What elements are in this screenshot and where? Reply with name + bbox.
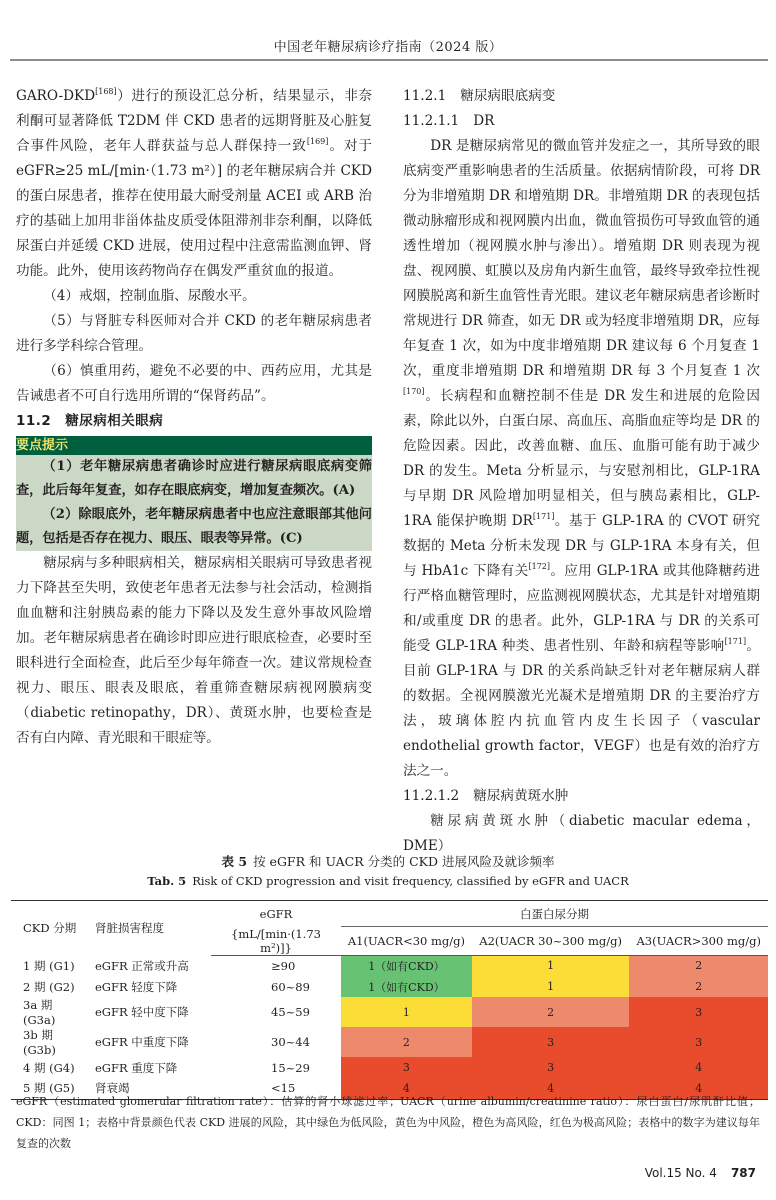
subheading-11-2-1	[403, 84, 760, 109]
heading-title: 糖尿病眼底病变	[460, 88, 556, 104]
cell-visit-frequency-a2: 4	[472, 1078, 630, 1099]
header-ckd-stage: CKD 分期	[11, 901, 83, 956]
subheading-11-2-1-1	[403, 109, 760, 134]
cell-stage: 2 期 (G2)	[23, 979, 75, 994]
caption-text: 按 eGFR 和 UACR 分类的 CKD 进展风险及就诊频率	[253, 854, 555, 869]
text-span: ）进行的预设汇总分析，结果显示，非奈利酮可显著降低 T2DM 伴 CKD 患者的远期肾脏及心脏复合事件风险，老年人群获益与总人群保持一致	[16, 88, 372, 154]
cell-visit-frequency-a1: 1（如有CKD）	[341, 976, 472, 997]
cell-severity: 肾衰竭	[83, 1078, 211, 1099]
text-span: 。对于 eGFR≥25 mL/[min·（1.73 m²）] 的老年糖尿病合并 CKD 的蛋白尿患者，推荐在使用最大耐受剂量 ACEI 或 ARB 治疗的基础上加用非甾体盐皮质受体阻滞剂非奈利酮，以降低尿蛋白并延缓 CKD 进展，使用过程中注意需监测血钾、肾功能。此外，使用该药物尚存在偶发严重贫血的报道。	[16, 138, 373, 279]
cell-egfr: 30~44	[271, 1035, 310, 1049]
page-footer	[645, 1166, 756, 1180]
cell-severity: eGFR 中重度下降	[95, 1035, 189, 1049]
ckd-risk-table	[11, 900, 768, 1100]
table-caption-cn	[0, 852, 776, 870]
cell-visit-frequency-a2: 2	[472, 997, 630, 1027]
cell-egfr: 45~59	[271, 1005, 310, 1019]
cell-egfr: 60~89	[271, 979, 310, 994]
cell-visit-frequency-a3: 4	[629, 1057, 768, 1078]
heading-number: 11.2.1.2	[403, 788, 460, 804]
cell-visit-frequency-a3: 3	[629, 997, 768, 1027]
page-number: 787	[730, 1166, 756, 1180]
cell-visit-frequency-a2: 1	[472, 955, 630, 976]
table-row	[11, 955, 768, 976]
table-row	[11, 1027, 768, 1057]
text-span: 。目前 GLP-1RA 与 DR 的关系尚缺乏针对老年糖尿病人群的数据。全视网膜激光光凝术是增殖期 DR 的主要治疗方法，玻璃体腔内抗血管内皮生长因子（vascular endothelial growth factor，VEGF）也是有效的治疗方法之一。	[403, 638, 761, 779]
text-span: DR 是糖尿病常见的微血管并发症之一，其所导致的眼底病变严重影响患者的生活质量。依据病情阶段，可将 DR 分为非增殖期 DR 和增殖期 DR。非增殖期 DR 的表现包括微动脉瘤形成和视网膜内出血，微血管损伤可导致血管的通透性增加（视网膜水肿与渗出）。增殖期 DR 则表现为视盘、视网膜、虹膜以及房角内新生血管，最终导致牵拉性视网膜脱离和新生血管性青光眼。建议老年糖尿病患者诊断时常规进行 DR 筛查，如无 DR 或为轻度非增殖期 DR，应每年复查 1 次，如为中度非增殖期 DR 建议每 6 个月复查 1 次，重度非增殖期 DR 和增殖期 DR 每 3 个月复查 1 次	[403, 138, 760, 379]
left-column	[16, 84, 372, 751]
caption-text: Risk of CKD progression and visit frequency, classified by eGFR and UACR	[192, 874, 629, 888]
caption-label: Tab. 5	[147, 874, 187, 888]
keypoint-title: 要点提示	[16, 436, 372, 455]
table-caption-en	[0, 874, 776, 888]
cell-egfr: ≥90	[271, 958, 296, 973]
header-severity: 肾脏损害程度	[83, 901, 211, 956]
table-footnote: eGFR（estimated glomerular filtration rate）：估算的肾小球滤过率；UACR（urine albumin/creatinine ratio）：尿白蛋白/尿肌酐比值；CKD：同图 1；表格中背景颜色代表 CKD 进展的风险，其中绿色为低风险，黄色为中风险，橙色为高风险，红色为极高风险；表格中的数字为建议每年复查的次数	[16, 1095, 760, 1150]
heading-title: 糖尿病黄斑水肿	[473, 788, 569, 804]
cell-visit-frequency-a1: 1	[341, 997, 472, 1027]
subheading-11-2-1-2	[403, 784, 760, 809]
citation-172[interactable]: [172]	[528, 562, 550, 571]
cell-severity: eGFR 重度下降	[95, 1060, 178, 1075]
text-span: 。应用 GLP-1RA 或其他降糖药进行严格血糖管理时，应监测视网膜状态，尤其是针对增殖期和/或重度 DR 的患者。此外，GLP-1RA 与 DR 的关系可能受 GLP-1RA 种类、患者性别、年龄和病程等影响	[403, 563, 760, 654]
keypoint-box	[16, 436, 372, 551]
table-row	[11, 997, 768, 1027]
cell-stage: 3b 期 (G3b)	[23, 1028, 56, 1057]
cell-stage: 3a 期 (G3a)	[23, 998, 56, 1027]
cell-visit-frequency-a2: 1	[472, 976, 630, 997]
cell-stage: 1 期 (G1)	[23, 958, 75, 973]
paragraph-dme: 糖尿病黄斑水肿（diabetic macular edema，DME）	[403, 813, 760, 854]
cell-visit-frequency-a2: 3	[472, 1057, 630, 1078]
list-item-4: （4）戒烟，控制血脂、尿酸水平。	[43, 288, 256, 304]
cell-visit-frequency-a3: 4	[629, 1078, 768, 1099]
header-egfr: eGFR	[211, 901, 341, 927]
cell-visit-frequency-a3: 3	[629, 1027, 768, 1057]
heading-title: DR	[473, 113, 495, 129]
paragraph-eye-disease: 糖尿病与多种眼病相关，糖尿病相关眼病可导致患者视力下降甚至失明，致使老年患者无法参与社会活动，检测指血血糖和注射胰岛素的能力下降以及发生意外事故风险增加。老年糖尿病患者在确诊时即应进行眼底检查，必要时至眼科进行全面检查，此后至少每年筛查一次。建议常规检查视力、眼压、眼表及眼底，着重筛查糖尿病视网膜病变（diabetic retinopathy，DR）、黄斑水肿，也要检查是否有白内障、青光眼和干眼症等。	[16, 555, 372, 746]
cell-visit-frequency-a2: 3	[472, 1027, 630, 1057]
cell-visit-frequency-a1: 1（如有CKD）	[341, 955, 472, 976]
list-item-5: （5）与肾脏专科医师对合并 CKD 的老年糖尿病患者进行多学科综合管理。	[16, 313, 372, 354]
cell-egfr: <15	[211, 1078, 341, 1099]
heading-number: 11.2.1.1	[403, 113, 460, 129]
table-row	[11, 976, 768, 997]
header-a1: A1(UACR<30 mg/g)	[341, 927, 472, 956]
keypoint-item-1: （1）老年糖尿病患者确诊时应进行糖尿病眼底病变筛查，此后每年复查，如存在眼底病变，增加复查频次。(A)	[16, 459, 372, 498]
cell-visit-frequency-a1: 2	[341, 1027, 472, 1057]
cell-severity: eGFR 正常或升高	[95, 958, 189, 973]
list-item-6: （6）慎重用药，避免不必要的中、西药应用，尤其是告诫患者不可自行选用所谓的“保肾药品”。	[16, 363, 372, 404]
citation-171[interactable]: [171]	[532, 512, 555, 521]
cell-severity: eGFR 轻中度下降	[95, 1005, 189, 1019]
cell-visit-frequency-a1: 3	[341, 1057, 472, 1078]
volume-issue: Vol.15 No. 4	[644, 1166, 717, 1180]
table-row	[11, 1057, 768, 1078]
keypoint-body	[16, 455, 372, 551]
citation-169[interactable]: [169]	[306, 137, 329, 146]
cell-severity: eGFR 轻度下降	[95, 979, 178, 994]
citation-170[interactable]: [170]	[403, 387, 425, 396]
cell-stage: 4 期 (G4)	[23, 1060, 75, 1075]
header-egfr-unit: {mL/[min·(1.73 m²)]}	[211, 927, 341, 956]
text-span: 。长病程和血糖控制不佳是 DR 发生和进展的危险因素，除此以外，白蛋白尿、高血压、高脂血症等均是 DR 的危险因素。因此，改善血糖、血压、血脂可能有助于减少 DR 的发生。Meta 分析显示，与安慰剂相比，GLP-1RA 与早期 DR 风险增加明显相关，但与胰岛素相比，GLP-1RA 能保护晚期 DR	[403, 388, 760, 529]
keypoint-item-2: （2）除眼底外，老年糖尿病患者中也应注意眼部其他问题，包括是否存在视力、眼压、眼表等异常。(C)	[16, 507, 372, 546]
right-column	[403, 84, 760, 859]
cell-visit-frequency-a1: 4	[341, 1078, 472, 1099]
citation-168[interactable]: [168]	[95, 87, 117, 96]
paragraph-dr	[403, 134, 760, 784]
section-heading-11-2: 11.2 糖尿病相关眼病	[16, 413, 164, 429]
cell-visit-frequency-a3: 2	[629, 955, 768, 976]
cell-stage: 5 期 (G5)	[11, 1078, 83, 1099]
table-body	[11, 955, 768, 1099]
caption-label: 表 5	[221, 854, 248, 869]
header-rule	[10, 59, 768, 61]
heading-number: 11.2.1	[403, 88, 447, 104]
cell-egfr: 15~29	[271, 1060, 310, 1075]
text-span: 。基于 GLP-1RA 的 CVOT 研究数据的 Meta 分析未发现 DR 与 GLP-1RA 本身有关，但与 HbA1c 下降有关	[403, 513, 761, 579]
header-albuminuria: 白蛋白尿分期	[341, 901, 768, 927]
cell-visit-frequency-a3: 2	[629, 976, 768, 997]
citation-171b[interactable]: [171]	[724, 637, 747, 646]
paragraph-finerenone	[16, 84, 372, 284]
running-header: 中国老年糖尿病诊疗指南（2024 版）	[273, 40, 503, 55]
text-span: GARO-DKD	[16, 88, 96, 104]
header-a2: A2(UACR 30~300 mg/g)	[472, 927, 630, 956]
header-a3: A3(UACR>300 mg/g)	[629, 927, 768, 956]
